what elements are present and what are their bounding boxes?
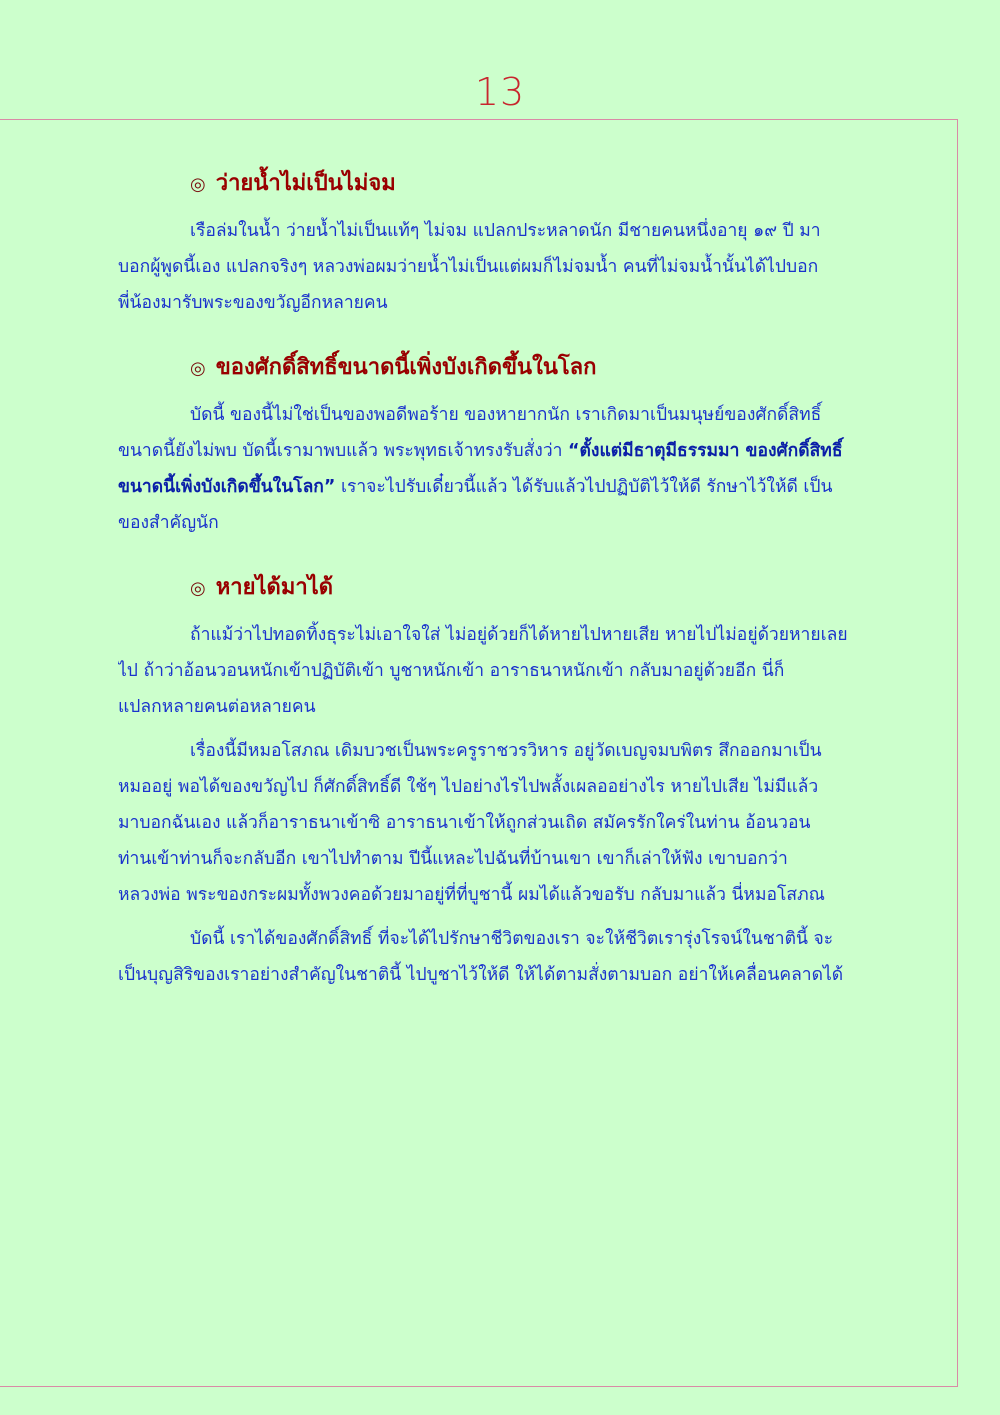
paragraph-line: ไป ถ้าว่าอ้อนวอนหนักเข้าปฏิบัติเข้า บูชาหนักเข้า อาราธนาหนักเข้า กลับมาอยู่ด้วยอีก นี่ก็ [118,661,785,681]
paragraph-line: ถ้าแม้ว่าไปทอดทิ้งธุระไม่เอาใจใส่ ไม่อยู่ด้วยก็ได้หายไปหายเสีย หายไปไม่อยู่ด้วยหายเลย [190,625,848,645]
bullet-icon: ◎ [190,358,206,379]
paragraph-line: มาบอกฉันเอง แล้วก็อาราธนาเข้าซิ อาราธนาเข้าให้ถูกส่วนเถิด สมัครรักใคร่ในท่าน อ้อนวอน [118,813,811,833]
paragraph-line: หมออยู่ พอได้ของขวัญไป ก็ศักดิ์สิทธิ์ดี ใช้ๆ ไปอย่างไรไปพลั้งเผลออย่างไร หายไปเสีย ไม่มีแล้ว [118,777,819,797]
bullet-icon: ◎ [190,174,206,195]
paragraph [118,733,882,913]
paragraph [118,921,882,993]
paragraph-line: บัดนี้ ของนี้ไม่ใช่เป็นของพอดีพอร้าย ของหายากนัก เราเกิดมาเป็นมนุษย์ของศักดิ์สิทธิ์ [190,405,822,425]
section-heading-text: ว่ายน้ำไม่เป็นไม่จม [215,171,396,196]
paragraph-line: พี่น้องมารับพระของขวัญอีกหลายคน [118,293,388,313]
document-body [118,163,882,993]
paragraph-line: ท่านเข้าท่านก็จะกลับอีก เขาไปทำตาม ปีนี้แหละไปฉันที่บ้านเขา เขาก็เล่าให้ฟัง เขาบอกว่า [118,849,788,869]
section-heading-text: ของศักดิ์สิทธิ์ขนาดนี้เพิ่งบังเกิดขึ้นในโลก [215,355,597,380]
section-heading-1 [118,163,882,205]
section-heading-text: หายได้มาได้ [215,575,334,600]
paragraph-line: เรือล่มในน้ำ ว่ายน้ำไม่เป็นแท้ๆ ไม่จม แปลกประหลาดนัก มีชายคนหนึ่งอายุ ๑๙ ปี มา [190,221,821,241]
plain-text: ขนาดนี้ยังไม่พบ บัดนี้เรามาพบแล้ว พระพุทธเจ้าทรงรับสั่งว่า [118,441,569,461]
bullet-icon: ◎ [190,578,206,599]
paragraph [118,397,882,541]
section-heading-3 [118,567,882,609]
paragraph-line [118,433,882,469]
paragraph-line: เป็นบุญสิริของเราอย่างสำคัญในชาตินี้ ไปบูชาไว้ให้ดี ให้ได้ตามสั่งตามบอก อย่าให้เคลื่อนคลาดได้ [118,965,844,985]
paragraph-line: หลวงพ่อ พระของกระผมทั้งพวงคอด้วยมาอยู่ที่ที่บูชานี้ ผมได้แล้วขอรับ กลับมาแล้ว นี่หมอโสภณ [118,885,825,905]
page-number: 13 [474,70,526,114]
paragraph-line: แปลกหลายคนต่อหลายคน [118,697,316,717]
paragraph-line [118,469,882,505]
paragraph [118,213,882,321]
paragraph-line: บอกผู้พูดนี้เอง แปลกจริงๆ หลวงพ่อผมว่ายน้ำไม่เป็นแต่ผมก็ไม่จมน้ำ คนที่ไม่จมน้ำนั้นได้ไปบอก [118,257,819,277]
paragraph-line: เรื่องนี้มีหมอโสภณ เดิมบวชเป็นพระครูราชวรวิหาร อยู่วัดเบญจมบพิตร สึกออกมาเป็น [190,741,822,761]
paragraph [118,617,882,725]
buddha-quote: ขนาดนี้เพิ่งบังเกิดขึ้นในโลก” [118,477,336,497]
buddha-quote: “ตั้งแต่มีธาตุมีธรรมมา ของศักดิ์สิทธิ์ [568,441,843,461]
plain-text: เราจะไปรับเดี๋ยวนี้แล้ว ได้รับแล้วไปปฏิบัติไว้ให้ดี รักษาไว้ให้ดี เป็น [335,477,833,497]
paragraph-line: ของสำคัญนัก [118,513,219,533]
section-heading-2 [118,347,882,389]
paragraph-line: บัดนี้ เราได้ของศักดิ์สิทธิ์ ที่จะได้ไปรักษาชีวิตของเรา จะให้ชีวิตเรารุ่งโรจน์ในชาตินี้ จะ [190,929,834,949]
